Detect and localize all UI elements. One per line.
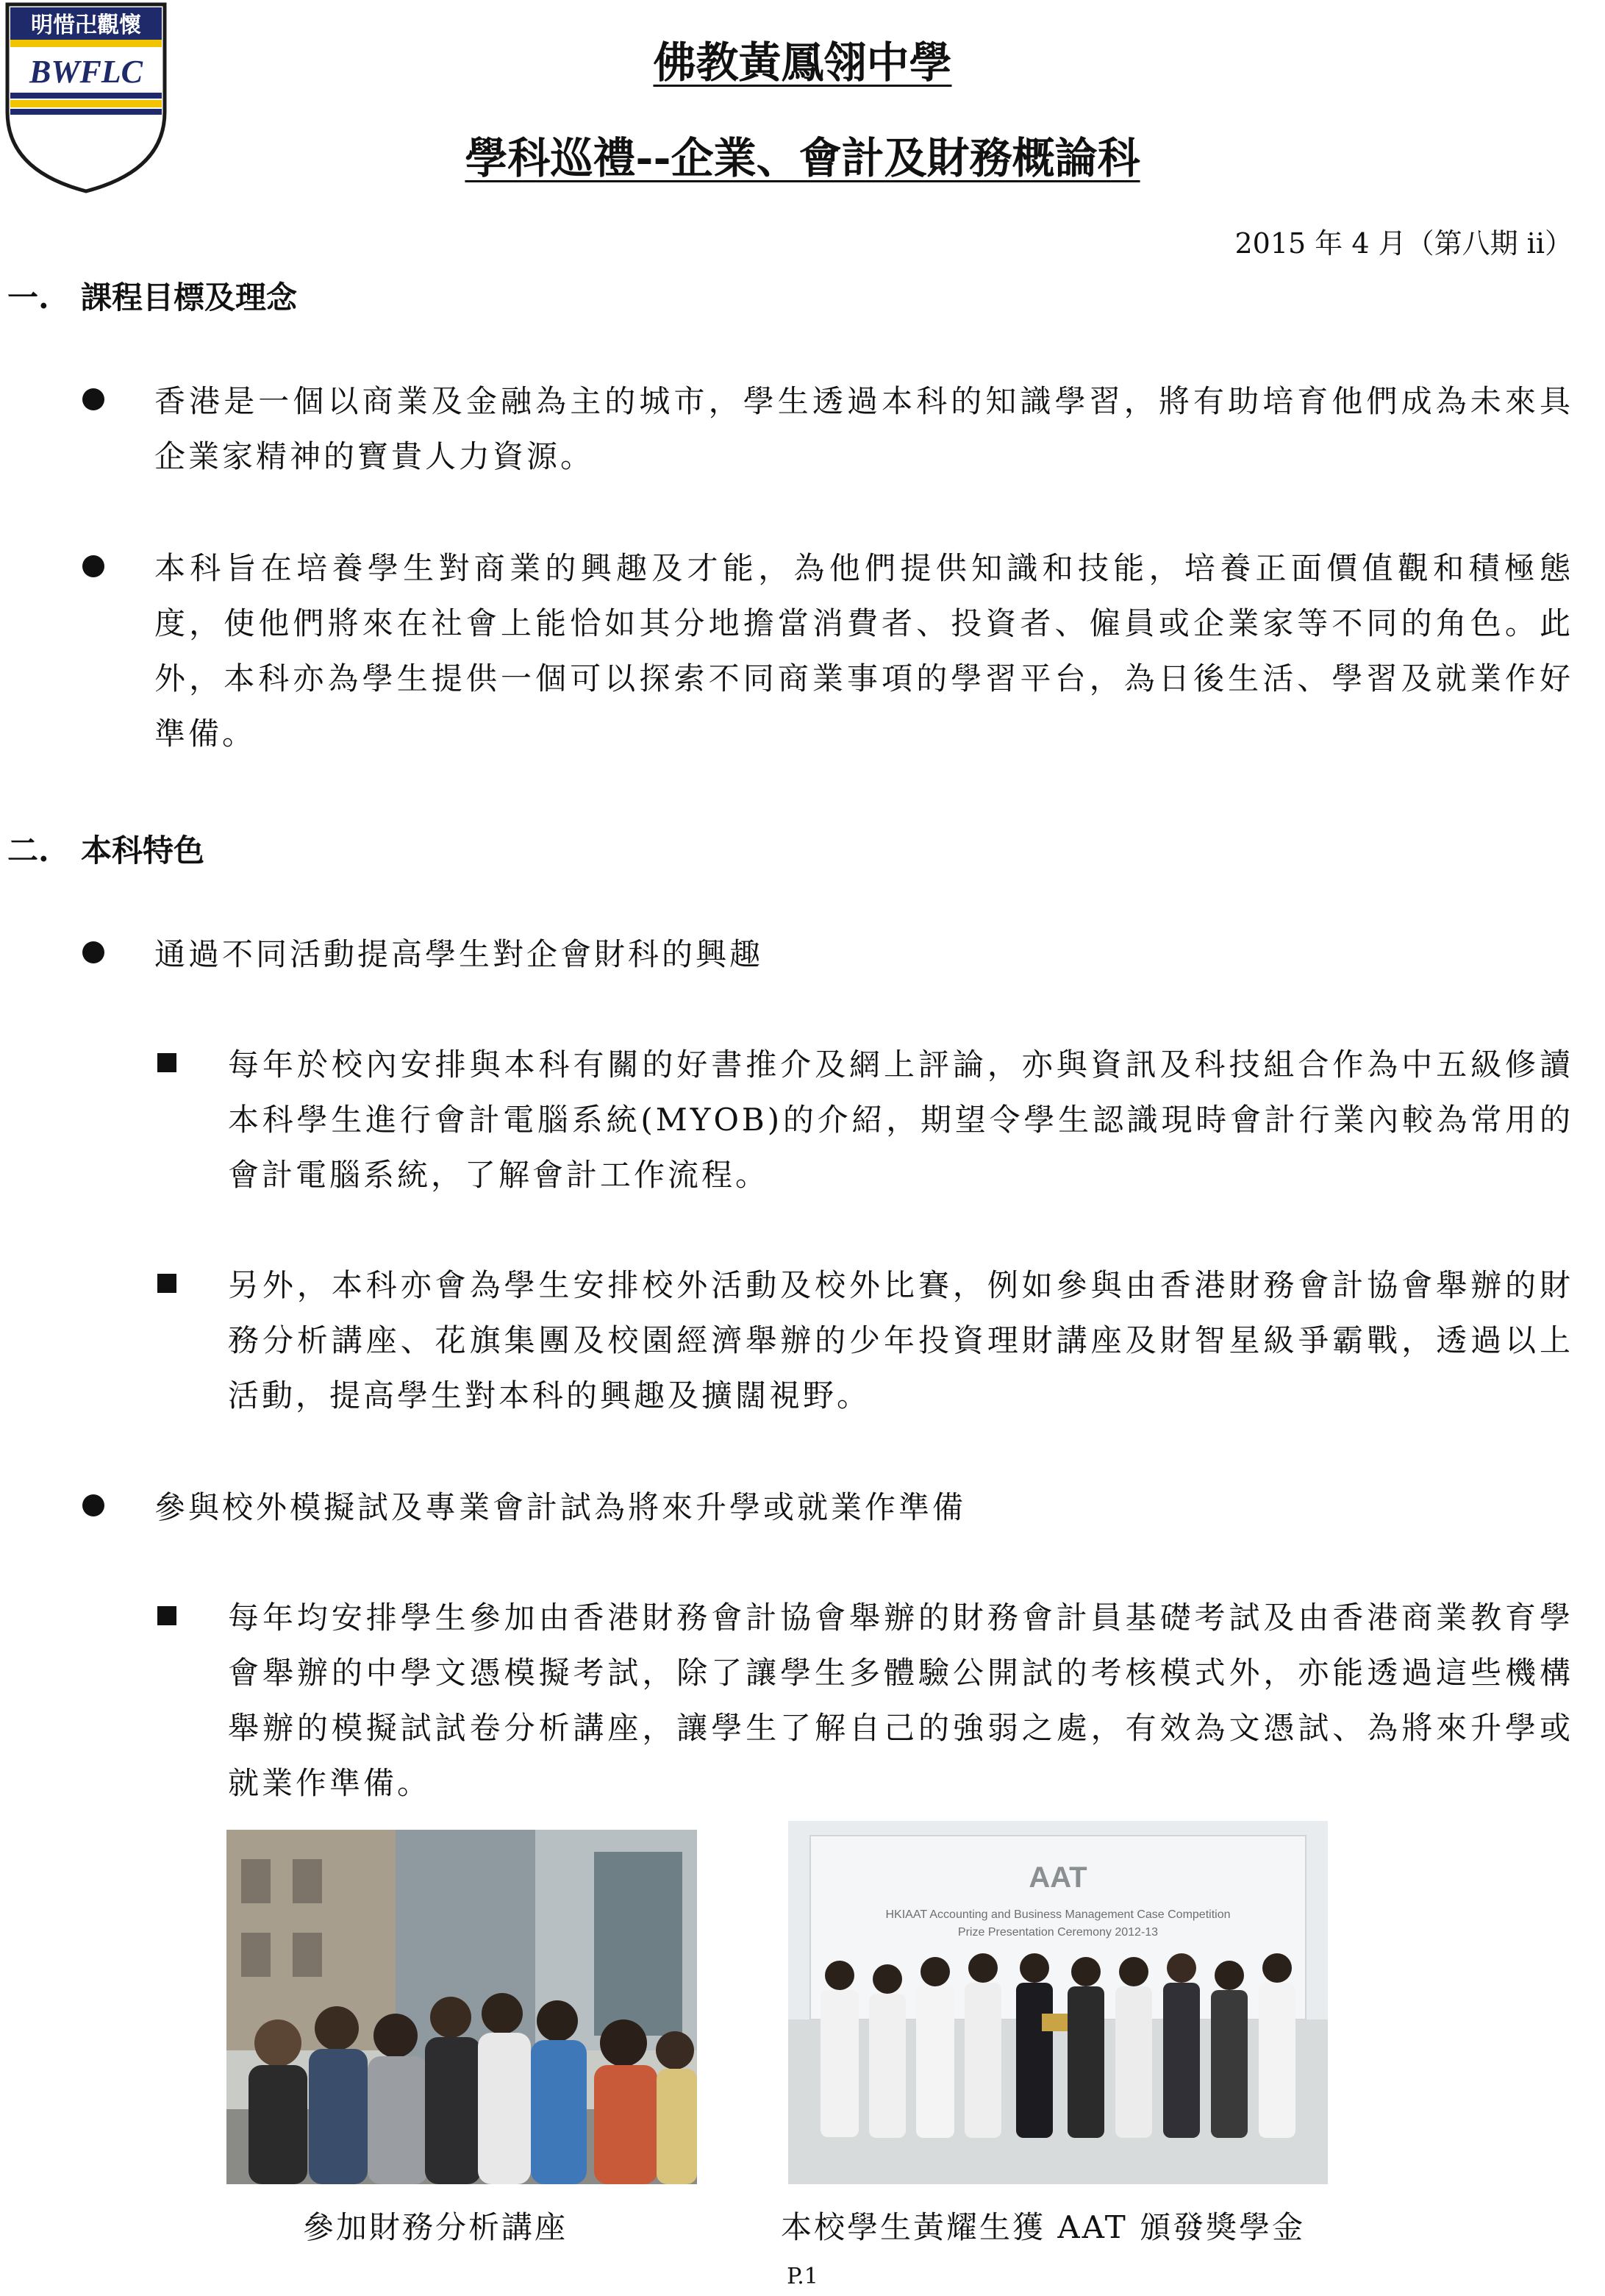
bullet-dot-icon bbox=[82, 1494, 104, 1516]
bullet-dot-icon bbox=[82, 388, 104, 410]
section1-heading bbox=[7, 274, 297, 318]
section2-sub-2: 另外，本科亦會為學生安排校外活動及校外比賽，例如參與由香港財務會計協會舉辦的財務分析講座、花旗集團及校園經濟舉辦的少年投資理財講座及財智星級爭霸戰，透過以上活動，提高學生對本科的興趣及擴闊視野。 bbox=[228, 1267, 1573, 1413]
section1-title: 課程目標及理念 bbox=[81, 279, 298, 315]
section2-bullet-1: 通過不同活動提高學生對企會財科的興趣 bbox=[154, 936, 764, 972]
aat-banner-logo: AAT bbox=[1029, 1861, 1087, 1894]
aat-banner-line1: HKIAAT Accounting and Business Management Case Competition bbox=[885, 1908, 1231, 1921]
section1-bullet-1: 香港是一個以商業及金融為主的城市，學生透過本科的知識學習，將有助培育他們成為未來具企業家精神的寶貴人力資源。 bbox=[154, 383, 1573, 474]
subject-title: 學科巡禮--企業、會計及財務概論科 bbox=[465, 133, 1140, 183]
section2-heading bbox=[7, 827, 204, 871]
bullet-square-icon bbox=[157, 1606, 176, 1625]
section1-bullet-2: 本科旨在培養學生對商業的興趣及才能，為他們提供知識和技能，培養正面價值觀和積極態度，使他們將來在社會上能恰如其分地擔當消費者、投資者、僱員或企業家等不同的角色。此外，本科亦為學生提供一個可以探索不同商業事項的學習平台，為日後生活、學習及就業作好準備。 bbox=[154, 550, 1573, 752]
bullet-dot-icon bbox=[82, 555, 104, 577]
section2-title: 本科特色 bbox=[81, 833, 205, 869]
page-number: P.1 bbox=[787, 2264, 818, 2289]
section2-sub-3: 每年均安排學生參加由香港財務會計協會舉辦的財務會計員基礎考試及由香港商業教育學會舉辦的中學文憑模擬考試，除了讓學生多體驗公開試的考核模式外，亦能透過這些機構舉辦的模擬試試卷分析講座，讓學生了解自己的強弱之處，有效為文憑試、為將來升學或就業作準備。 bbox=[228, 1600, 1573, 1801]
right-photo-caption: 本校學生黃耀生獲 AAT 頒發獎學金 bbox=[781, 2209, 1306, 2245]
logo-top-text: 明惜卍觀懷 bbox=[31, 13, 141, 38]
bullet-square-icon bbox=[157, 1053, 176, 1072]
section2-sub-1: 每年於校內安排與本科有關的好書推介及網上評論，亦與資訊及科技組合作為中五級修讀本科學生進行會計電腦系統(MYOB)的介紹，期望令學生認識現時會計行業內較為常用的會計電腦系統，了解會計工作流程。 bbox=[228, 1047, 1573, 1193]
school-name: 佛教黃鳳翎中學 bbox=[653, 38, 952, 88]
photo-aat-ceremony bbox=[788, 1821, 1328, 2184]
section2-number: 二. bbox=[7, 833, 49, 869]
aat-banner-line2: Prize Presentation Ceremony 2012-13 bbox=[957, 1926, 1159, 1939]
bullet-dot-icon bbox=[82, 941, 104, 963]
issue-date: 2015 年 4 月（第八期 ii） bbox=[1234, 227, 1573, 260]
section1-number: 一. bbox=[7, 279, 49, 315]
logo-initials: BWFLC bbox=[29, 54, 143, 90]
section2-bullet-2: 參與校外模擬試及專業會計試為將來升學或就業作準備 bbox=[154, 1489, 967, 1525]
left-photo-caption: 參加財務分析講座 bbox=[303, 2209, 568, 2245]
photo-financial-lecture bbox=[226, 1830, 697, 2184]
bullet-square-icon bbox=[157, 1274, 176, 1293]
